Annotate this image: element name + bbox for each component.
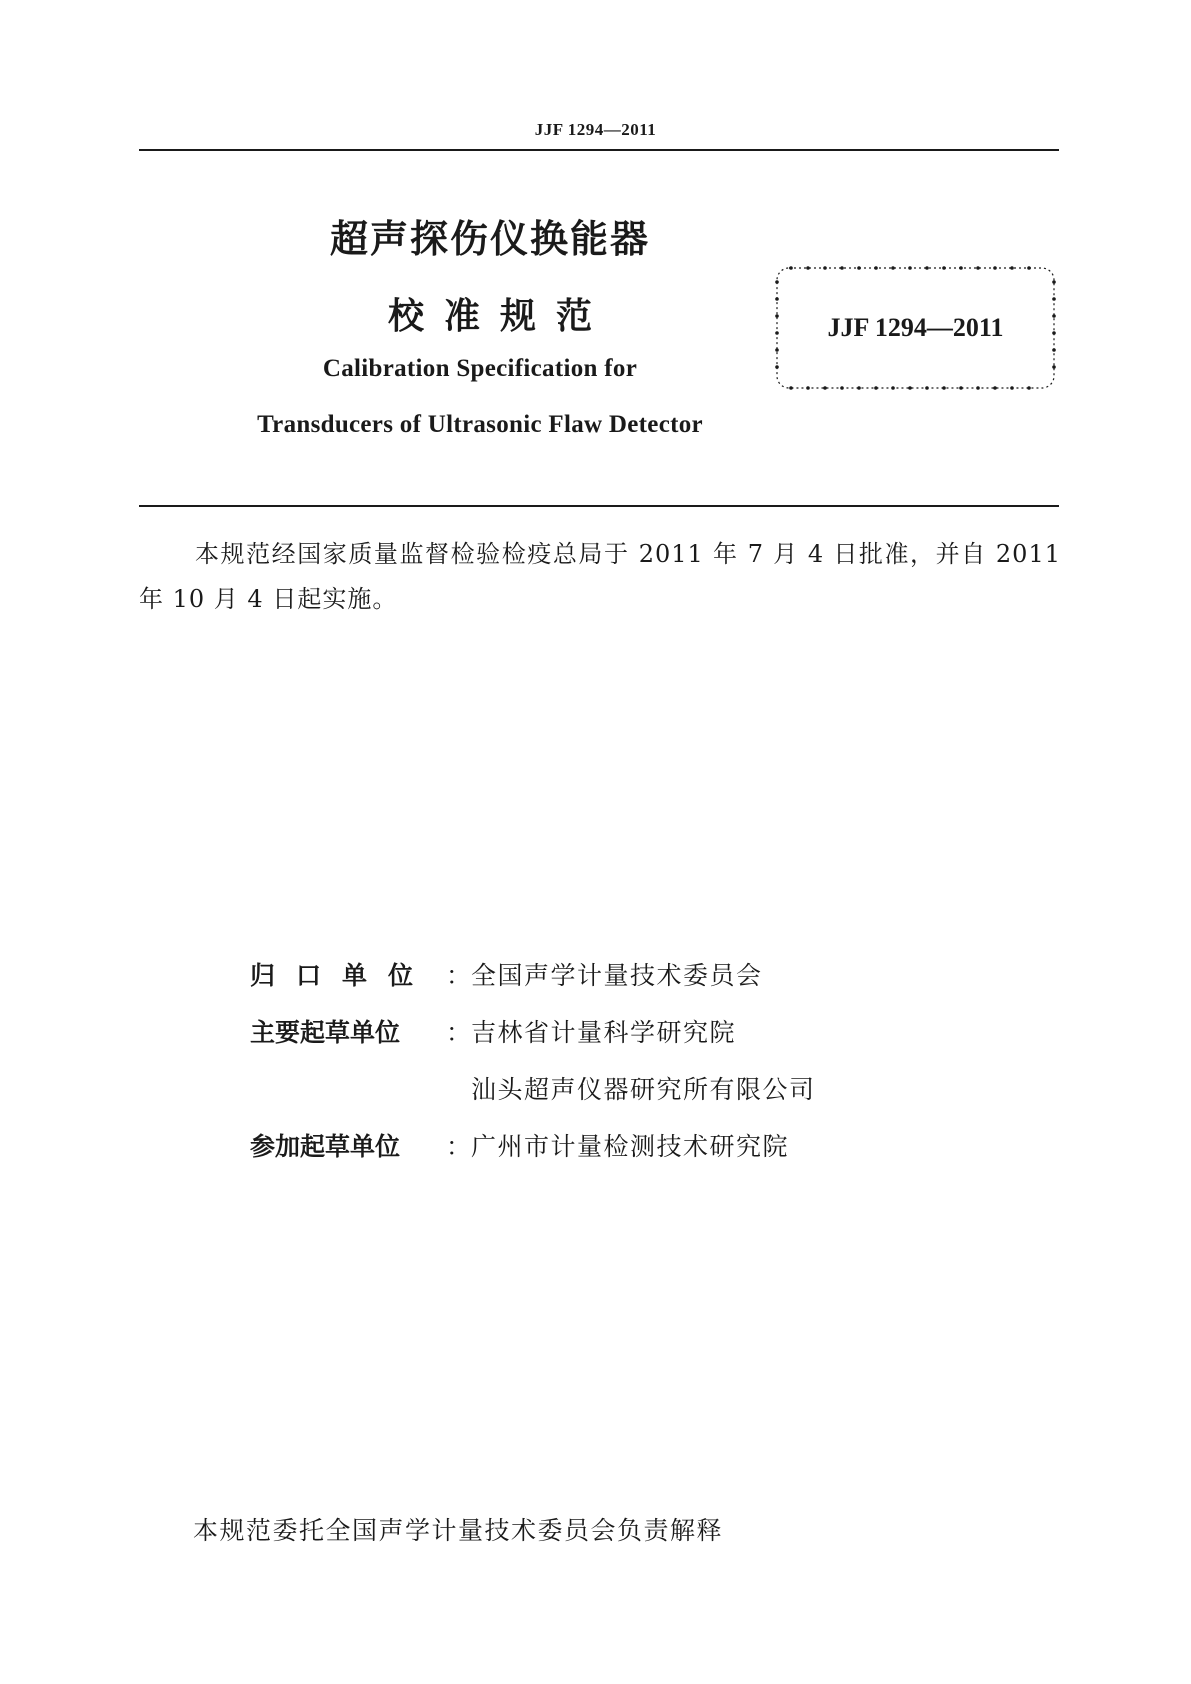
org-label: 参加起草单位 [250,1132,401,1161]
org-value: 吉林省计量科学研究院 [471,1018,737,1047]
org-value: 汕头超声仪器研究所有限公司 [471,1075,816,1104]
org-colon: ： [446,1018,472,1047]
org-colon: ： [446,1132,472,1161]
title-english-line1: Calibration Specification for [322,355,638,382]
org-label: 归口单位 [250,961,435,990]
org-value: 广州市计量检测技术研究院 [471,1132,790,1161]
org-row-participating-drafter [250,1127,789,1163]
title-chinese-line1: 超声探伤仪换能器 [329,217,650,261]
title-chinese-line2: 校准规范 [387,296,612,337]
org-row-main-drafter [250,1013,736,1049]
header-rule [139,149,1059,151]
approval-statement: 本规范经国家质量监督检验检疫总局于 2011 年 7 月 4 日批准，并自 2011 年 10 月 4 日起实施。 [139,540,1061,613]
org-row-responsible [250,956,763,992]
interpretation-note: 本规范委托全国声学计量技术委员会负责解释 [193,1516,724,1545]
org-colon: ： [446,961,472,990]
header-standard-code: JJF 1294—2011 [534,120,657,139]
standard-code-badge [773,264,1058,392]
title-english-line2: Transducers of Ultrasonic Flaw Detector [257,411,703,438]
section-rule [139,505,1059,507]
badge-code-text: JJF 1294—2011 [827,313,1004,342]
org-label: 主要起草单位 [250,1018,401,1047]
org-value: 全国声学计量技术委员会 [471,961,763,990]
org-row-main-drafter-2 [250,1070,816,1106]
